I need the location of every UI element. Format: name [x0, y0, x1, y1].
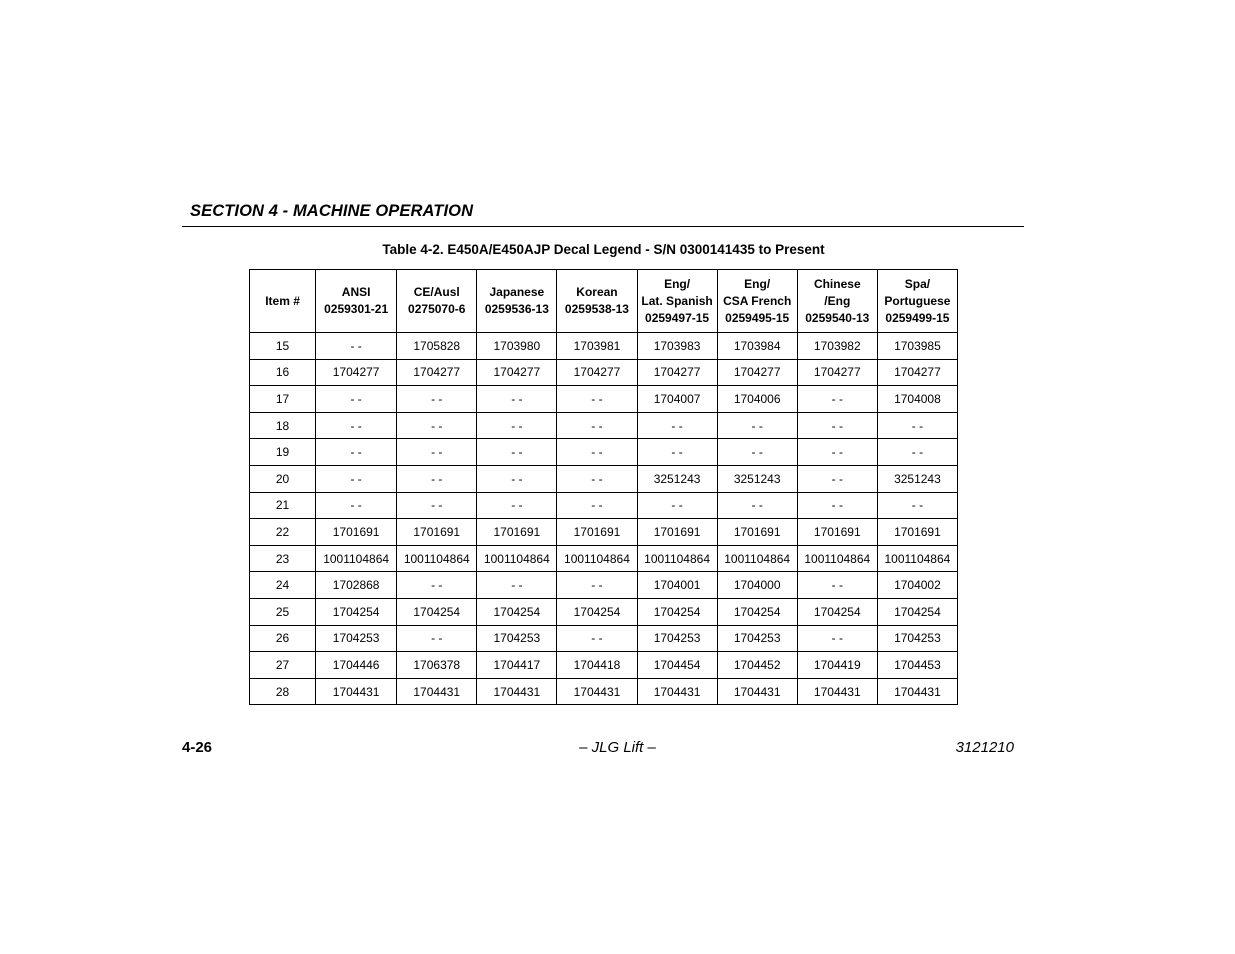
decal-part-cell: 1704277	[397, 359, 477, 386]
decal-part-cell: 1704001	[637, 572, 717, 599]
table-row	[250, 519, 958, 546]
column-header-line: ANSI	[341, 285, 371, 299]
table-row	[250, 359, 958, 386]
decal-part-cell: - -	[477, 572, 557, 599]
decal-part-cell: 1704446	[316, 652, 397, 679]
item-number-cell: 28	[250, 678, 316, 705]
decal-part-cell: - -	[397, 572, 477, 599]
decal-part-cell: 1704007	[637, 386, 717, 413]
item-number-cell: 26	[250, 625, 316, 652]
decal-part-cell: 1704277	[316, 359, 397, 386]
column-header-line: 0275070-6	[408, 302, 466, 316]
decal-part-cell: - -	[717, 412, 797, 439]
decal-part-cell: - -	[557, 625, 637, 652]
section-title: SECTION 4 - MACHINE OPERATION	[190, 202, 474, 220]
item-number-cell: 20	[250, 465, 316, 492]
decal-part-cell: - -	[557, 492, 637, 519]
decal-part-cell: 1704431	[637, 678, 717, 705]
table-caption: Table 4-2. E450A/E450AJP Decal Legend - S/N 0300141435 to Present	[382, 242, 825, 257]
decal-part-cell: 1704453	[877, 652, 957, 679]
item-number-cell: 24	[250, 572, 316, 599]
decal-part-cell: 1704254	[637, 598, 717, 625]
decal-part-cell: 1704277	[557, 359, 637, 386]
decal-part-cell: - -	[316, 412, 397, 439]
table-body	[250, 333, 958, 705]
decal-part-cell: 1704000	[717, 572, 797, 599]
footer-brand: – JLG Lift –	[579, 739, 656, 756]
column-header-line: Eng/	[744, 276, 771, 291]
decal-part-cell: 1704277	[717, 359, 797, 386]
decal-part-cell: 1704253	[316, 625, 397, 652]
decal-part-cell: 3251243	[717, 465, 797, 492]
decal-part-cell: 3251243	[637, 465, 717, 492]
table-row	[250, 412, 958, 439]
decal-part-cell: - -	[477, 465, 557, 492]
decal-part-cell: 1701691	[397, 519, 477, 546]
decal-part-cell: 1704431	[397, 678, 477, 705]
decal-part-cell: 1704254	[397, 598, 477, 625]
decal-part-cell: 1704002	[877, 572, 957, 599]
item-number-cell: 25	[250, 598, 316, 625]
column-header-line: 0259499-15	[885, 310, 950, 325]
decal-part-cell: 1701691	[877, 519, 957, 546]
column-header-line: Korean	[576, 285, 618, 299]
decal-part-cell: - -	[316, 492, 397, 519]
column-header	[717, 270, 797, 333]
decal-part-cell: 1001104864	[477, 545, 557, 572]
column-header	[797, 270, 877, 333]
decal-part-cell: 1704253	[717, 625, 797, 652]
column-header	[397, 270, 477, 333]
decal-part-cell: 1704431	[316, 678, 397, 705]
decal-part-cell: - -	[397, 412, 477, 439]
decal-part-cell: 1704431	[877, 678, 957, 705]
column-header-line: Portuguese	[884, 293, 951, 308]
decal-part-cell: 1001104864	[316, 545, 397, 572]
column-header	[250, 270, 316, 333]
item-number-cell: 17	[250, 386, 316, 413]
decal-part-cell: 3251243	[877, 465, 957, 492]
decal-part-cell: - -	[397, 465, 477, 492]
decal-part-cell: 1703981	[557, 333, 637, 360]
decal-part-cell: 1704277	[877, 359, 957, 386]
decal-part-cell: - -	[316, 439, 397, 466]
item-number-cell: 18	[250, 412, 316, 439]
column-header-line: Spa/	[904, 276, 931, 291]
decal-part-cell: 1701691	[316, 519, 397, 546]
page-number: 4-26	[182, 739, 213, 756]
item-number-cell: 15	[250, 333, 316, 360]
decal-part-cell: - -	[877, 439, 957, 466]
table-row	[250, 439, 958, 466]
decal-legend-table	[249, 269, 958, 705]
column-header-line: Lat. Spanish	[641, 293, 713, 308]
decal-part-cell: - -	[877, 492, 957, 519]
column-header-line: 0259538-13	[564, 302, 629, 316]
decal-part-cell: 1704253	[477, 625, 557, 652]
decal-part-cell: 1704254	[717, 598, 797, 625]
decal-part-cell: 1701691	[557, 519, 637, 546]
decal-part-cell: 1704431	[717, 678, 797, 705]
item-number-cell: 19	[250, 439, 316, 466]
decal-part-cell: 1704454	[637, 652, 717, 679]
decal-part-cell: 1703985	[877, 333, 957, 360]
decal-part-cell: 1703982	[797, 333, 877, 360]
column-header-line: 0259301-21	[324, 302, 389, 316]
decal-part-cell: - -	[797, 625, 877, 652]
decal-part-cell: - -	[797, 386, 877, 413]
decal-part-cell: - -	[477, 412, 557, 439]
column-header-line: CSA French	[723, 293, 792, 308]
decal-part-cell: 1704254	[316, 598, 397, 625]
column-header-line: 0259536-13	[484, 302, 549, 316]
decal-part-cell: - -	[397, 386, 477, 413]
decal-part-cell: - -	[316, 465, 397, 492]
column-header-line: Japanese	[489, 285, 545, 299]
decal-part-cell: - -	[477, 439, 557, 466]
decal-part-cell: 1706378	[397, 652, 477, 679]
decal-part-cell: 1704277	[797, 359, 877, 386]
table-row	[250, 333, 958, 360]
decal-part-cell: - -	[477, 386, 557, 413]
decal-part-cell: - -	[797, 412, 877, 439]
table-header-row	[250, 270, 958, 333]
decal-part-cell: - -	[637, 492, 717, 519]
decal-part-cell: - -	[397, 492, 477, 519]
decal-part-cell: 1704254	[557, 598, 637, 625]
decal-part-cell: - -	[717, 492, 797, 519]
column-header-line: Item #	[265, 293, 300, 308]
table-row	[250, 625, 958, 652]
decal-part-cell: - -	[797, 572, 877, 599]
item-number-cell: 23	[250, 545, 316, 572]
decal-part-cell: 1704418	[557, 652, 637, 679]
decal-part-cell: 1704431	[477, 678, 557, 705]
table-row	[250, 572, 958, 599]
decal-part-cell: 1704006	[717, 386, 797, 413]
document-number: 3121210	[955, 739, 1014, 756]
decal-part-cell: 1704254	[477, 598, 557, 625]
decal-part-cell: 1701691	[637, 519, 717, 546]
decal-part-cell: 1701691	[477, 519, 557, 546]
decal-part-cell: - -	[717, 439, 797, 466]
decal-part-cell: 1704253	[637, 625, 717, 652]
column-header-line: Eng/	[664, 276, 691, 291]
item-number-cell: 22	[250, 519, 316, 546]
decal-part-cell: - -	[316, 386, 397, 413]
decal-part-cell: - -	[637, 439, 717, 466]
decal-part-cell: - -	[557, 412, 637, 439]
table-row	[250, 465, 958, 492]
decal-part-cell: 1704254	[877, 598, 957, 625]
decal-part-cell: 1001104864	[877, 545, 957, 572]
decal-part-cell: 1704419	[797, 652, 877, 679]
table-row	[250, 545, 958, 572]
decal-part-cell: 1704008	[877, 386, 957, 413]
item-number-cell: 21	[250, 492, 316, 519]
decal-part-cell: 1703980	[477, 333, 557, 360]
table-row	[250, 598, 958, 625]
decal-part-cell: 1704431	[797, 678, 877, 705]
decal-part-cell: 1001104864	[397, 545, 477, 572]
column-header	[637, 270, 717, 333]
table-row	[250, 652, 958, 679]
section-divider	[182, 226, 1024, 227]
decal-part-cell: 1702868	[316, 572, 397, 599]
decal-part-cell: - -	[557, 465, 637, 492]
column-header	[316, 270, 397, 333]
decal-part-cell: 1701691	[717, 519, 797, 546]
column-header-line: 0259540-13	[805, 310, 870, 325]
table-row	[250, 386, 958, 413]
column-header	[877, 270, 957, 333]
decal-part-cell: 1703983	[637, 333, 717, 360]
decal-part-cell: - -	[316, 333, 397, 360]
decal-part-cell: 1705828	[397, 333, 477, 360]
column-header	[477, 270, 557, 333]
column-header-line: /Eng	[824, 293, 851, 308]
decal-part-cell: - -	[397, 439, 477, 466]
decal-part-cell: 1704253	[877, 625, 957, 652]
column-header-line: 0259497-15	[645, 310, 710, 325]
decal-part-cell: - -	[877, 412, 957, 439]
decal-part-cell: 1001104864	[797, 545, 877, 572]
decal-part-cell: 1001104864	[717, 545, 797, 572]
decal-part-cell: - -	[397, 625, 477, 652]
decal-part-cell: - -	[477, 492, 557, 519]
column-header-line: 0259495-15	[725, 310, 790, 325]
decal-part-cell: 1704254	[797, 598, 877, 625]
decal-part-cell: - -	[797, 465, 877, 492]
decal-part-cell: 1704277	[477, 359, 557, 386]
column-header-line: Chinese	[813, 276, 861, 291]
item-number-cell: 27	[250, 652, 316, 679]
table-row	[250, 678, 958, 705]
table-row	[250, 492, 958, 519]
decal-part-cell: 1704277	[637, 359, 717, 386]
decal-part-cell: - -	[557, 572, 637, 599]
decal-part-cell: 1704417	[477, 652, 557, 679]
decal-part-cell: - -	[557, 386, 637, 413]
item-number-cell: 16	[250, 359, 316, 386]
decal-part-cell: 1001104864	[637, 545, 717, 572]
column-header-line: CE/Ausl	[413, 285, 460, 299]
decal-part-cell: - -	[557, 439, 637, 466]
decal-part-cell: 1704452	[717, 652, 797, 679]
column-header	[557, 270, 637, 333]
decal-part-cell: 1701691	[797, 519, 877, 546]
decal-part-cell: - -	[797, 439, 877, 466]
decal-part-cell: - -	[797, 492, 877, 519]
decal-part-cell: - -	[637, 412, 717, 439]
decal-part-cell: 1703984	[717, 333, 797, 360]
decal-part-cell: 1704431	[557, 678, 637, 705]
decal-part-cell: 1001104864	[557, 545, 637, 572]
